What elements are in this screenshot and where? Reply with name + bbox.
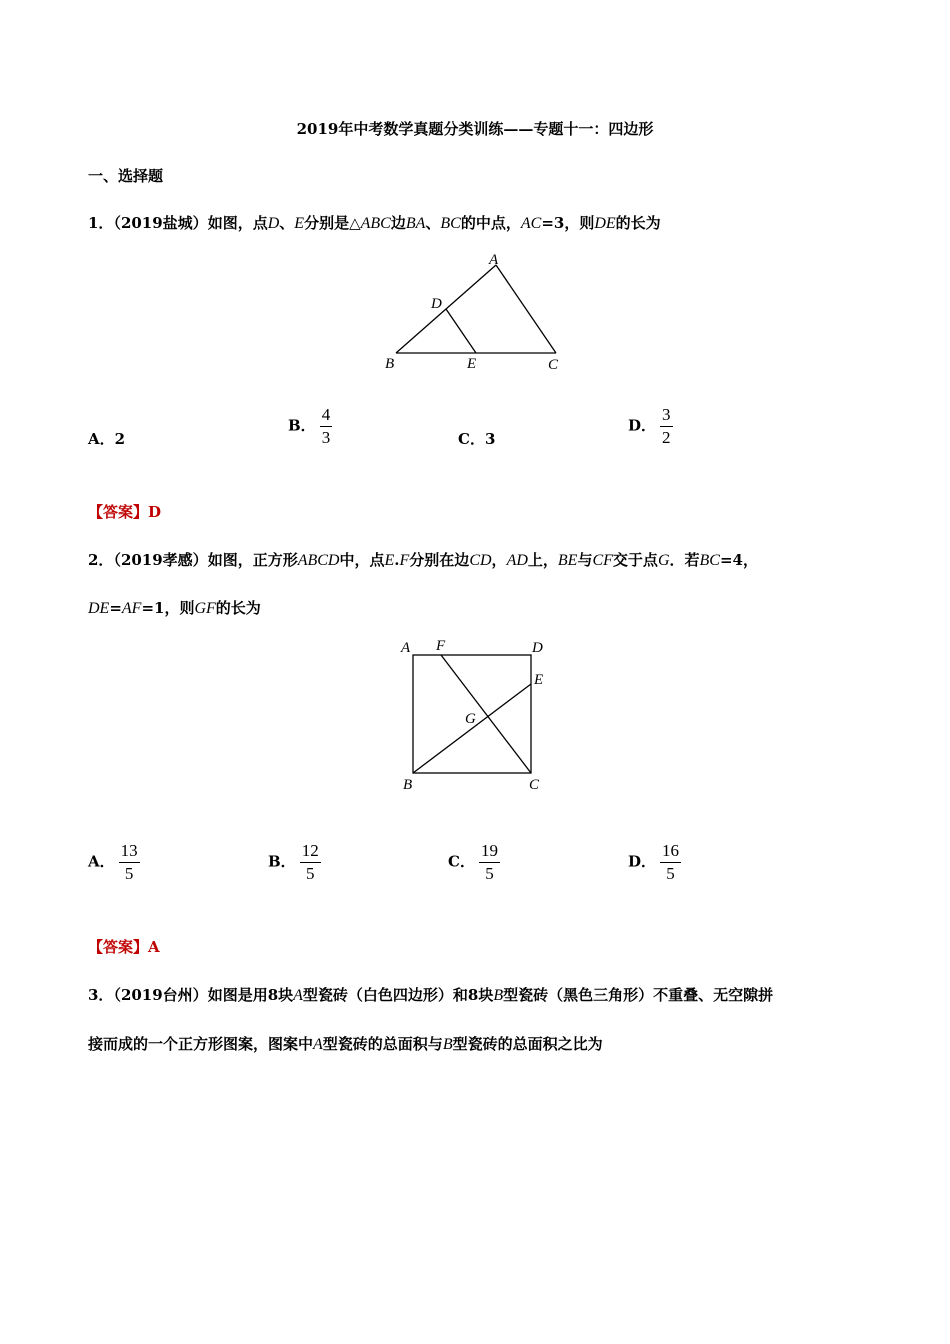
label-b: B (385, 356, 395, 372)
q2-square-figure (395, 632, 555, 797)
option-value: 2 (114, 430, 126, 448)
q2-text: =1，则 (141, 599, 195, 617)
q2-number: 2． (88, 551, 114, 569)
label-f: F (436, 638, 446, 654)
numerator: 12 (300, 840, 321, 863)
q1-text: 、 (279, 214, 295, 232)
option-value: 3 (484, 430, 496, 448)
q2-var: F (399, 552, 410, 569)
q2-option-d (628, 840, 681, 885)
denominator: 5 (305, 864, 315, 883)
q1-text: 分别是△ (304, 214, 361, 232)
fraction (660, 404, 673, 449)
section-heading: 一、选择题 (88, 167, 164, 185)
q2-text: = (109, 599, 122, 617)
q2-answer (88, 936, 160, 957)
q2-var: CD (469, 552, 492, 569)
q2-var: G (657, 552, 670, 569)
q3-var: A (313, 1036, 323, 1053)
q3-number: 3． (88, 986, 114, 1004)
answer-value: A (148, 938, 160, 956)
option-label: D． (628, 416, 657, 435)
q3-text: 接而成的一个正方形图案，图案中 (88, 1035, 314, 1053)
q1-var: DE (594, 215, 616, 232)
option-label: C． (458, 430, 485, 448)
answer-tag: 【答案】 (88, 938, 149, 956)
segment-de (446, 309, 476, 353)
label-a: A (489, 252, 499, 268)
question-3-text-line1 (88, 984, 773, 1005)
label-d: D (532, 640, 543, 656)
denominator: 2 (662, 428, 671, 447)
q1-var: BA (405, 215, 426, 232)
q2-var: AD (506, 552, 528, 569)
q1-var: ABC (360, 215, 391, 232)
answer-value: D (148, 503, 162, 521)
question-2-text-line1 (88, 549, 758, 570)
fraction (119, 840, 140, 885)
denominator: 5 (124, 864, 134, 883)
option-label: C． (448, 852, 475, 871)
q1-var: BC (440, 215, 461, 232)
numerator: 13 (119, 840, 140, 863)
q1-answer (88, 501, 161, 522)
q2-text: 如图，正方形 (207, 551, 298, 569)
label-b: B (403, 777, 413, 793)
option-label: A． (88, 852, 115, 871)
q2-var: CF (592, 552, 613, 569)
q3-text: 型瓷砖的总面积之比为 (452, 1035, 603, 1053)
q2-option-b (268, 840, 321, 885)
answer-tag: 【答案】 (88, 503, 149, 521)
q3-text: 如图是用8块 (207, 986, 294, 1004)
q2-var: ABCD (297, 552, 340, 569)
q2-text: . (394, 551, 400, 569)
q3-var: B (442, 1036, 453, 1053)
denominator: 5 (666, 864, 675, 883)
q2-text: 分别在边 (409, 551, 470, 569)
q3-text: 型瓷砖的总面积与 (322, 1035, 443, 1053)
q1-option-a (88, 428, 125, 449)
q1-var: AC (520, 215, 542, 232)
q1-text: =3，则 (541, 214, 595, 232)
segment-be (413, 684, 531, 773)
q1-source: （2019盐城） (113, 214, 208, 232)
label-d: D (431, 296, 442, 312)
q2-text: =4， (719, 551, 758, 569)
segment-cf (441, 655, 531, 773)
q3-text: 型瓷砖（白色四边形）和8块 (302, 986, 494, 1004)
q2-text: ．若 (669, 551, 700, 569)
option-label: D． (628, 852, 657, 871)
q1-text: 的中点， (460, 214, 521, 232)
q2-option-a (88, 840, 140, 885)
fraction (479, 840, 500, 885)
numerator: 19 (479, 840, 500, 863)
numerator: 4 (320, 404, 333, 427)
q3-var: A (293, 987, 303, 1004)
label-e: E (534, 672, 544, 688)
q2-var: E (384, 552, 395, 569)
option-label: A． (88, 430, 115, 448)
q2-text: 的长为 (215, 599, 261, 617)
q1-var: E (294, 215, 305, 232)
option-label: B． (268, 852, 296, 871)
option-label: B． (288, 416, 316, 435)
question-2-text-line2 (88, 597, 261, 618)
q1-triangle-figure (370, 248, 580, 378)
fraction (320, 404, 333, 449)
question-3-text-line2 (88, 1033, 603, 1054)
side-ac (496, 265, 556, 353)
q2-text: 中，点 (339, 551, 385, 569)
q1-text: 边 (390, 214, 406, 232)
q1-number: 1． (88, 214, 114, 232)
q1-text: 如图，点 (207, 214, 268, 232)
q2-var: AF (121, 600, 142, 617)
numerator: 3 (660, 404, 673, 427)
label-g: G (465, 711, 476, 727)
q2-option-c (448, 840, 500, 885)
q2-source: （2019孝感） (113, 551, 208, 569)
q2-var: BE (557, 552, 578, 569)
q2-text: 交于点 (612, 551, 658, 569)
label-c: C (529, 777, 540, 793)
q3-var: B (493, 987, 504, 1004)
label-c: C (548, 357, 559, 373)
q1-option-d (628, 404, 673, 449)
numerator: 16 (660, 840, 681, 863)
label-e: E (467, 356, 477, 372)
question-1-text (88, 212, 661, 233)
q2-text: 与 (577, 551, 593, 569)
q3-text: 型瓷砖（黑色三角形）不重叠、无空隙拼 (503, 986, 774, 1004)
q1-var: D (267, 215, 280, 232)
denominator: 3 (321, 428, 331, 447)
q1-option-b (288, 404, 332, 449)
q1-text: 、 (425, 214, 441, 232)
q2-text: 上， (527, 551, 558, 569)
label-a: A (401, 640, 411, 656)
fraction (660, 840, 681, 885)
q3-source: （2019台州） (113, 986, 208, 1004)
page-title: 2019年中考数学真题分类训练——专题十一：四边形 (296, 120, 654, 138)
q1-text: 的长为 (615, 214, 661, 232)
q2-var: DE (88, 600, 110, 617)
fraction (300, 840, 321, 885)
q1-option-c (458, 428, 495, 449)
denominator: 5 (485, 864, 494, 883)
q2-var: BC (699, 552, 720, 569)
q2-var: GF (194, 600, 216, 617)
q2-text: ， (491, 551, 507, 569)
